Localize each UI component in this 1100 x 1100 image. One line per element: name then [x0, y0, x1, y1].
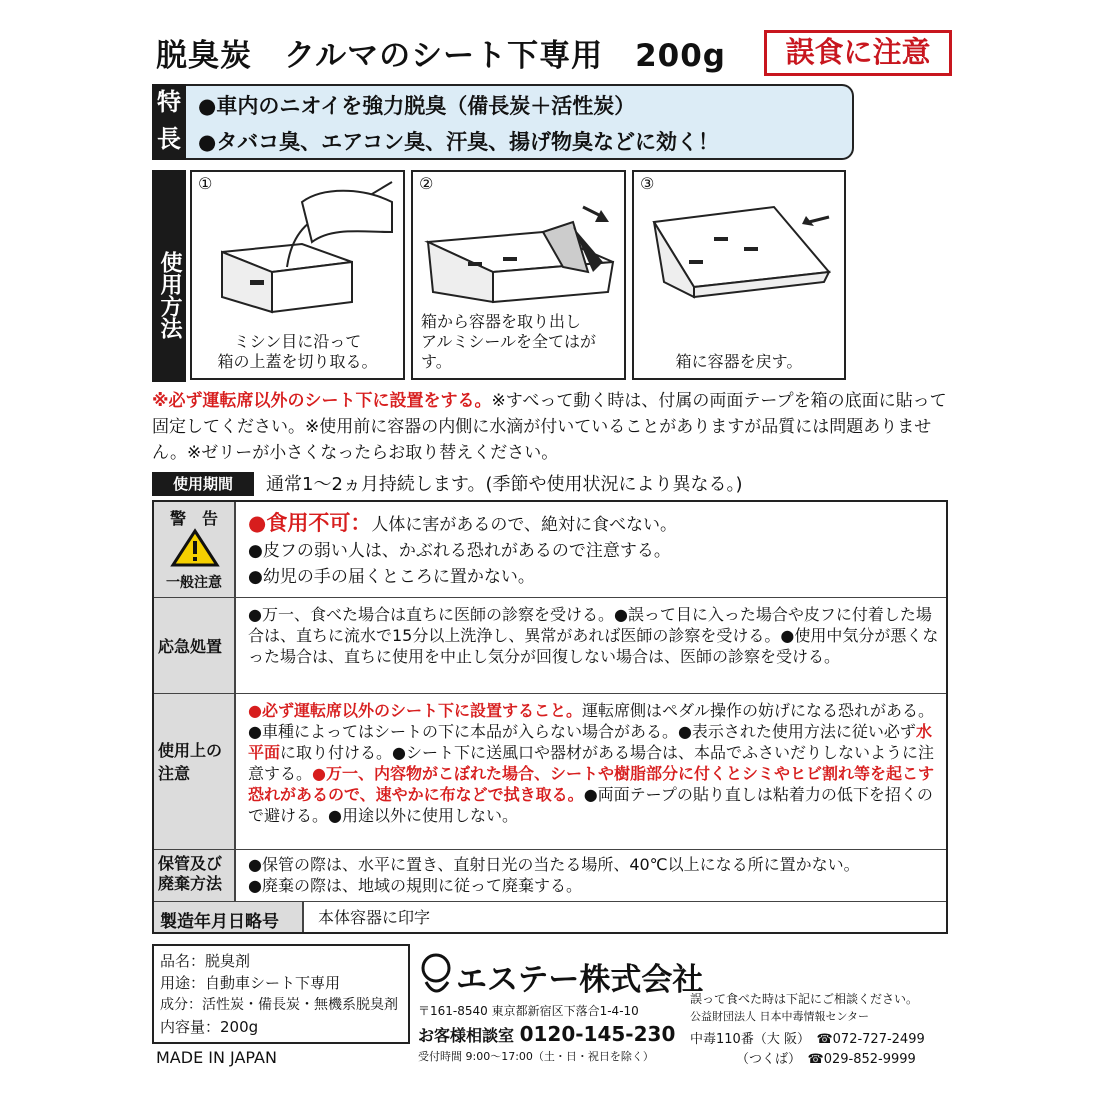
feature-item: ●タバコ臭、エアコン臭、汗臭、揚げ物臭などに効く！	[198, 130, 720, 154]
step-number: ②	[419, 174, 434, 193]
product-name: 脱臭炭	[156, 38, 252, 74]
spec-box	[152, 944, 410, 1044]
step-caption: アルミシールを全てはがす。	[421, 332, 597, 371]
step-2-panel	[411, 170, 626, 380]
features-tag: 特長	[152, 84, 186, 160]
step-caption: 箱の上蓋を切り取る。	[217, 352, 378, 371]
period-text: 通常1～2ヵ月持続します。(季節や使用状況により異なる。)	[266, 474, 743, 495]
company-address: 〒161-8540 東京都新宿区下落合1-4-10	[418, 1004, 639, 1018]
product-usage: クルマのシート下専用	[284, 38, 604, 74]
made-in: MADE IN JAPAN	[156, 1048, 277, 1067]
notes-red: ※必ず運転席以外のシート下に設置をする。	[152, 391, 492, 411]
osaka-label: 中毒110番（大 阪）	[690, 1032, 804, 1047]
precaution-text: ●両面テープの貼り直しは粘着力の低下を招くので避ける。●用途以外に使用しない。	[248, 785, 933, 825]
period-label: 使用期間	[152, 472, 254, 496]
precaution-red: 水平面	[248, 722, 932, 762]
tsukuba-phone: 029-852-9999	[823, 1052, 916, 1067]
step-1-panel	[190, 170, 405, 380]
poison-line: 誤って食べた時は下記にご相談ください。	[690, 992, 919, 1006]
emergency-text: ●万一、食べた場合は直ちに医師の診察を受ける。●誤って目に入った場合や皮フに付着した場合は、直ちに流水で15分以上洗浄し、異常があれば医師の診察を受ける。●使用中気分が悪くなった場合は、直ちに使用を中止し気分が回復しない場合は、医師の診察を受ける。	[248, 605, 939, 666]
precaution-text: に取り付ける。●シート下に送風口や器材がある場合は、本品でふさいだりしないように注意する。	[248, 743, 934, 783]
general-caution-label: 一般注意	[166, 575, 222, 591]
storage-label: 保管及び廃棄方法	[158, 854, 223, 893]
caution-table	[152, 500, 948, 934]
step-number: ③	[640, 174, 655, 193]
usage-notes	[152, 388, 952, 466]
storage-line: ●廃棄の際は、地域の規則に従って廃棄する。	[248, 876, 582, 895]
warning-line: 人体に害があるので、絶対に食べない。	[371, 515, 677, 535]
spec-ingredients: 成分：活性炭・備長炭・無機系脱臭剤	[160, 997, 398, 1013]
emergency-row	[154, 598, 946, 694]
hand-opening-box-illustration	[192, 172, 404, 322]
company-logo-icon	[418, 952, 454, 1000]
precaution-red: ●必ず運転席以外のシート下に設置すること。	[248, 701, 582, 720]
step-3-panel	[632, 170, 846, 380]
step-caption: ミシン目に沿って	[233, 332, 362, 351]
precaution-red: ●万一、内容物がこぼれた場合、シートや樹脂部分に付くとシミやヒビ割れ等を起こす恐れがあるので、速やかに布などで拭き取る。	[248, 764, 934, 804]
mfg-label: 製造年月日略号	[160, 912, 279, 932]
remove-seal-illustration	[413, 172, 625, 322]
caution-badge: 誤食に注意	[764, 30, 952, 76]
product-title	[156, 30, 758, 75]
usage-tag: 使用方法	[152, 170, 186, 382]
mfg-text: 本体容器に印字	[318, 908, 431, 927]
precaution-text: 運転席側はペダル操作の妨げになる恐れがある。●車種によってはシートの下に本品が入らない場合がある。●表示された使用方法に従い必ず	[248, 701, 934, 741]
warning-line: ●幼児の手の届くところに置かない。	[248, 567, 535, 587]
warning-triangle-icon	[170, 528, 220, 568]
emergency-label: 応急処置	[158, 637, 223, 656]
product-weight: 200g	[635, 38, 726, 74]
poison-center: 公益財団法人 日本中毒情報センター	[690, 1010, 870, 1023]
support-phone: 0120-145-230	[519, 1022, 676, 1046]
company-name: エステー株式会社	[456, 962, 704, 998]
osaka-phone: 072-727-2499	[832, 1032, 925, 1047]
warning-row	[154, 502, 946, 598]
spec-content: 内容量：200g	[160, 1018, 259, 1036]
spec-name: 品名：脱臭剤	[160, 952, 251, 970]
support-hours: 受付時間 9:00～17:00（土・日・祝日を除く）	[418, 1050, 654, 1063]
feature-item: ●車内のニオイを強力脱臭（備長炭＋活性炭）	[198, 94, 636, 118]
tsukuba-label: （つくば）	[736, 1052, 795, 1067]
return-container-illustration	[634, 172, 844, 322]
notes-text: ※すべって動く時は、付属の両面テープを箱の底面に貼って固定してください。※使用前に容器の内側に水滴が付いていることがありますが品質には問題ありません。※ゼリーが小さくなったらお取り替えください。	[152, 391, 947, 463]
storage-line: ●保管の際は、水平に置き、直射日光の当たる場所、40℃以上になる所に置かない。	[248, 855, 860, 874]
warning-line: ●皮フの弱い人は、かぶれる恐れがあるので注意する。	[248, 541, 671, 561]
inedible-label: ●食用不可：	[248, 511, 372, 535]
step-caption: 箱に容器を戻す。	[675, 352, 803, 371]
step-number: ①	[198, 174, 213, 193]
precautions-label: 使用上の注意	[158, 741, 223, 783]
storage-row	[154, 850, 946, 902]
spec-use: 用途：自動車シート下専用	[160, 974, 341, 992]
precautions-row	[154, 694, 946, 850]
mfg-row	[154, 902, 946, 932]
support-label: お客様相談室	[418, 1026, 515, 1045]
step-caption: 箱から容器を取り出し	[421, 312, 582, 331]
warning-label: 警 告	[169, 509, 218, 528]
